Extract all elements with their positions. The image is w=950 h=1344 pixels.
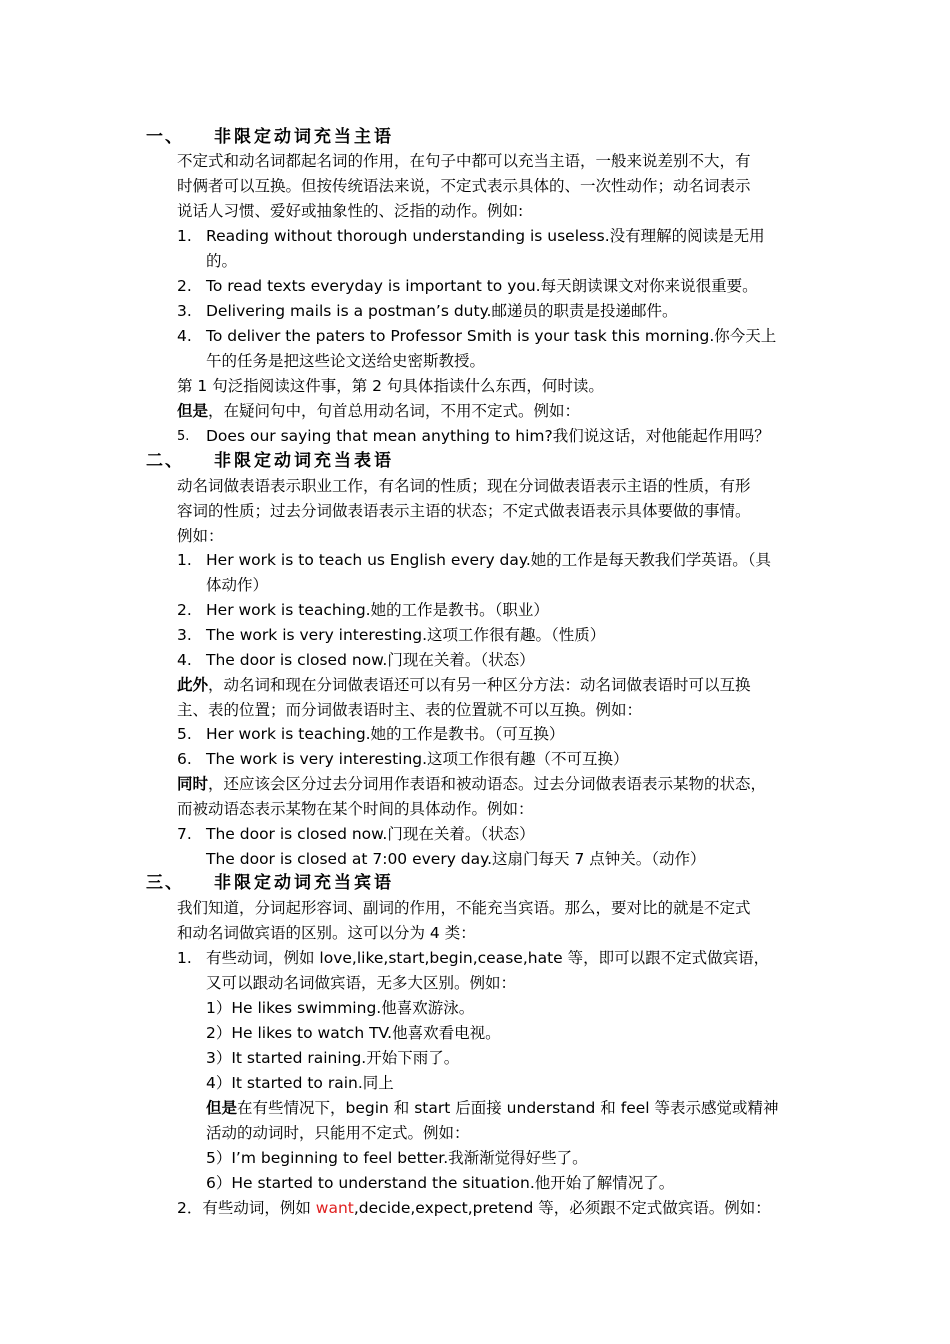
list-item: 午的任务是把这些论文送给史密斯教授。	[206, 352, 486, 370]
section-heading-2: 二、 非限定动词充当表语	[146, 451, 394, 471]
highlighted-word: want	[315, 1199, 354, 1217]
list-number: 1.	[177, 551, 192, 569]
list-item: The work is very interesting.这项工作很有趣（不可互换）	[206, 750, 629, 768]
paragraph-line: 时俩者可以互换。但按传统语法来说，不定式表示具体的、一次性动作；动名词表示	[177, 177, 751, 195]
list-number: 4.	[177, 651, 192, 669]
paragraph-line: 但是在有些情况下，begin 和 start 后面接 understand 和 feel 等表示感觉或精神	[206, 1099, 779, 1117]
emphasis-text: 此外	[177, 676, 209, 694]
example-line: 3）It started raining.开始下雨了。	[206, 1049, 460, 1067]
example-line: 1）He likes swimming.他喜欢游泳。	[206, 999, 475, 1017]
list-item: To deliver the paters to Professor Smith is your task this morning.你今天上	[206, 327, 777, 345]
list-number: 3.	[177, 626, 192, 644]
paragraph-line: 例如：	[177, 527, 224, 545]
paragraph-line: 同时，还应该会区分过去分词用作表语和被动语态。过去分词做表语表示某物的状态，	[177, 775, 767, 793]
emphasis-text: 同时	[177, 775, 209, 793]
example-line: 4）It started to rain.同上	[206, 1074, 394, 1092]
list-item: Her work is teaching.她的工作是教书。（可互换）	[206, 725, 565, 743]
list-number: 1.	[177, 949, 192, 967]
list-item: The door is closed at 7:00 every day.这扇门每天 7 点钟关。（动作）	[206, 850, 706, 868]
list-number: 6.	[177, 750, 192, 768]
paragraph-line: 和动名词做宾语的区别。这可以分为 4 类：	[177, 924, 476, 942]
example-line: 2）He likes to watch TV.他喜欢看电视。	[206, 1024, 501, 1042]
paragraph-line: 容词的性质；过去分词做表语表示主语的状态；不定式做表语表示具体要做的事情。	[177, 502, 751, 520]
paragraph-line: 动名词做表语表示职业工作，有名词的性质；现在分词做表语表示主语的性质，有形	[177, 477, 751, 495]
paragraph-line: 主、表的位置；而分词做表语时主、表的位置就不可以互换。例如：	[177, 701, 643, 719]
emphasis-text: 但是	[206, 1099, 238, 1117]
paragraph-line: 此外，动名词和现在分词做表语还可以有另一种区分方法：动名词做表语时可以互换	[177, 676, 751, 694]
list-item: 体动作）	[206, 576, 269, 594]
list-item: Her work is to teach us English every day.她的工作是每天教我们学英语。（具	[206, 551, 772, 569]
list-item: Reading without thorough understanding is useless.没有理解的阅读是无用	[206, 227, 765, 245]
list-item: To read texts everyday is important to you.每天朗读课文对你来说很重要。	[206, 277, 758, 295]
list-number: 4.	[177, 327, 192, 345]
list-item: 有些动词，例如 love,like,start,begin,cease,hate 等，即可以跟不定式做宾语，	[206, 949, 770, 967]
example-line: 5）I’m beginning to feel better.我渐渐觉得好些了。	[206, 1149, 588, 1167]
list-number: 7.	[177, 825, 192, 843]
list-item: The work is very interesting.这项工作很有趣。（性质）	[206, 626, 606, 644]
list-item: 又可以跟动名词做宾语，无多大区别。例如：	[206, 974, 517, 992]
paragraph-line: 说话人习惯、爱好或抽象性的、泛指的动作。例如:	[177, 202, 524, 220]
list-number: 3.	[177, 302, 192, 320]
list-item: Delivering mails is a postman’s duty.邮递员的职责是投递邮件。	[206, 302, 678, 320]
example-line: 6）He started to understand the situation.他开始了解情况了。	[206, 1174, 675, 1192]
section-heading-3: 三、 非限定动词充当宾语	[146, 873, 394, 893]
list-number: 5.	[177, 429, 190, 444]
emphasis-text: 但是	[177, 402, 209, 420]
paragraph-line: 我们知道，分词起形容词、副词的作用，不能充当宾语。那么，要对比的就是不定式	[177, 899, 751, 917]
list-item: The door is closed now.门现在关着。（状态）	[206, 825, 535, 843]
list-number: 2.	[177, 277, 192, 295]
list-number: 1.	[177, 227, 192, 245]
paragraph-line: 不定式和动名词都起名词的作用，在句子中都可以充当主语，一般来说差别不大，有	[177, 152, 751, 170]
list-item: Her work is teaching.她的工作是教书。（职业）	[206, 601, 549, 619]
list-number: 2.	[177, 601, 192, 619]
paragraph-line: 但是，在疑问句中，句首总用动名词，不用不定式。例如：	[177, 402, 581, 420]
paragraph-line: 2．有些动词，例如 want,decide,expect,pretend 等，必须跟不定式做宾语。例如：	[177, 1199, 771, 1217]
paragraph-line: 活动的动词时，只能用不定式。例如：	[206, 1124, 470, 1142]
list-number: 5.	[177, 725, 192, 743]
list-item: Does our saying that mean anything to him?我们说这话，对他能起作用吗？	[206, 427, 770, 445]
list-item: The door is closed now.门现在关着。（状态）	[206, 651, 535, 669]
paragraph-line: 而被动语态表示某物在某个时间的具体动作。例如：	[177, 800, 534, 818]
section-heading-1: 一、 非限定动词充当主语	[146, 127, 394, 147]
list-item: 的。	[206, 252, 238, 270]
paragraph-line: 第 1 句泛指阅读这件事，第 2 句具体指读什么东西，何时读。	[177, 377, 604, 395]
